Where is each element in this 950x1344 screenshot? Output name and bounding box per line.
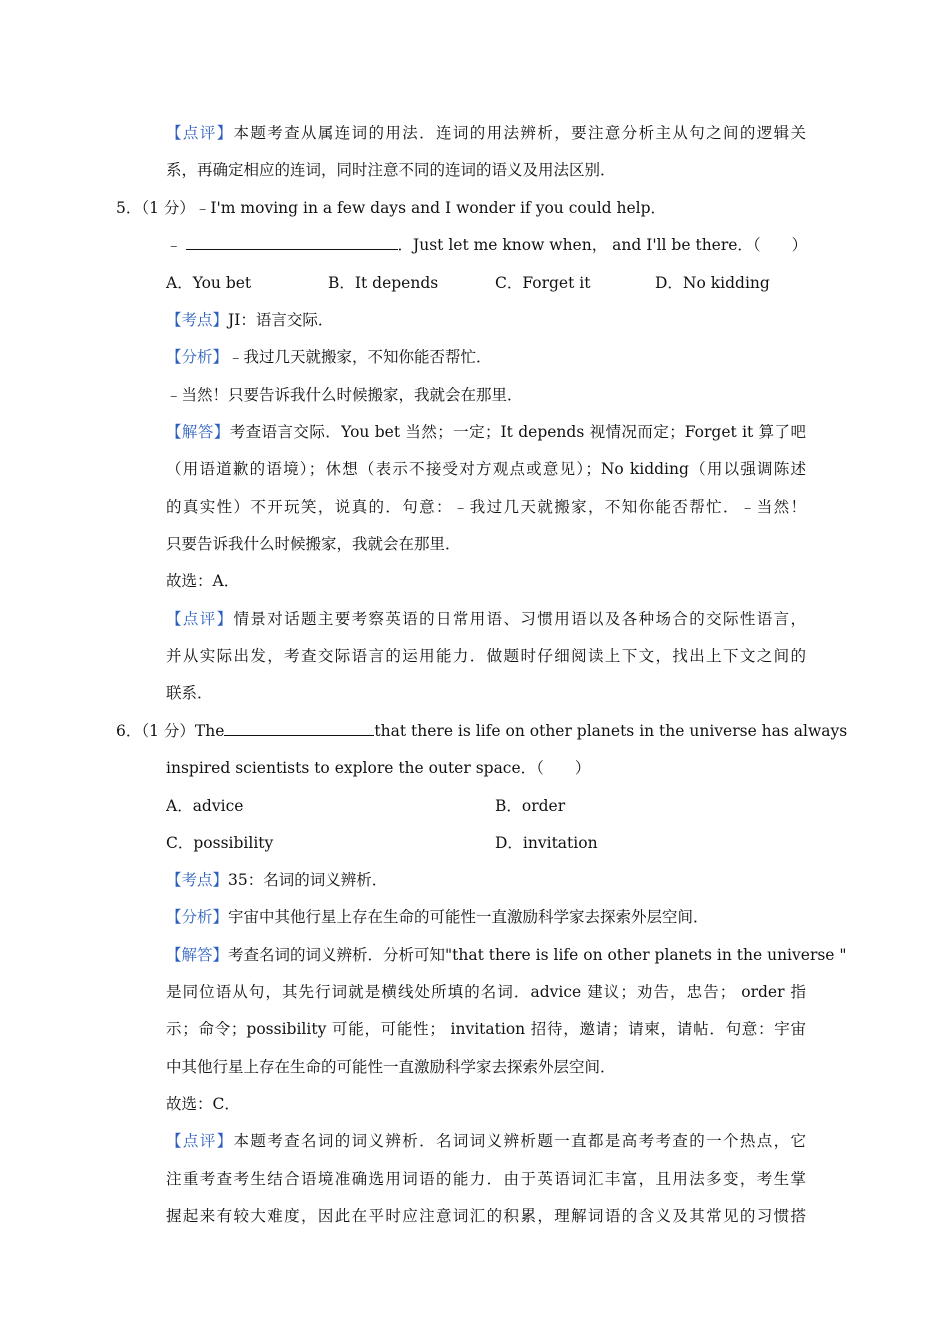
q5-jieda-line-4: 只要告诉我什么时候搬家，我就会在那里． (166, 535, 461, 553)
q6-option-b: B．order (495, 797, 566, 815)
q6-stem-line-1: 6．（1 分）The that there is life on other planets in the universe has always (116, 722, 848, 740)
q5-answer-blank (186, 234, 398, 250)
q6-answer: 故选：C． (166, 1095, 240, 1113)
q6-option-c: C．possibility (166, 834, 274, 852)
q5-dianping-line-2: 并从实际出发，考查交际语言的运用能力．做题时仔细阅读上下文，找出上下文之间的 (166, 647, 806, 665)
q6-jieda-line-3: 示；命令；possibility 可能，可能性； invitation 招待，邀请；请柬，请帖．句意：宇宙 (166, 1020, 806, 1038)
q6-answer-blank (224, 720, 374, 736)
comment-tag: 【点评】 (166, 124, 234, 142)
q5-jieda-line-3: 的真实性）不开玩笑，说真的．句意：﹣我过几天就搬家，不知你能否帮忙．﹣当然！ (166, 498, 806, 516)
q6-option-a: A．advice (166, 797, 244, 815)
q5-fenxi-line-1: 【分析】﹣我过几天就搬家，不知你能否帮忙． (166, 348, 492, 366)
q5-option-d: D．No kidding (655, 274, 770, 292)
q6-dianping-line-1: 【点评】本题考查名词的词义辨析．名词词义辨析题一直都是高考考查的一个热点，它 (166, 1132, 806, 1150)
q5-jieda-line-1: 【解答】考查语言交际．You bet 当然；一定；It depends 视情况而定；Forget it 算了吧 (166, 423, 806, 441)
q5-option-a: A．You bet (166, 274, 252, 292)
q6-dianping-line-2: 注重考查考生结合语境准确选用词语的能力．由于英语词汇丰富，且用法多变，考生掌 (166, 1170, 806, 1188)
q6-jieda-line-2: 是同位语从句，其先行词就是横线处所填的名词．advice 建议；劝告，忠告； order 指 (166, 983, 806, 1001)
q6-fenxi: 【分析】宇宙中其他行星上存在生命的可能性一直激励科学家去探索外层空间． (166, 908, 709, 926)
q6-kaodian: 【考点】35：名词的词义辨析． (166, 871, 388, 889)
q5-answer: 故选：A． (166, 572, 240, 590)
q5-dianping-line-1: 【点评】情景对话题主要考察英语的日常用语、习惯用语以及各种场合的交际性语言， (166, 610, 806, 628)
q6-score: （1 分） (141, 722, 195, 740)
q6-jieda-line-1: 【解答】考查名词的词义辨析．分析可知"that there is life on other planets in the universe " (166, 946, 847, 964)
q6-option-d: D．invitation (495, 834, 598, 852)
q5-stem-line-1: 5．（1 分）﹣I'm moving in a few days and I wonder if you could help． (116, 199, 667, 217)
q5-score: （1 分） (141, 199, 195, 217)
q6-dianping-line-3: 握起来有较大难度，因此在平时应注意词汇的积累，理解词语的含义及其常见的习惯搭 (166, 1207, 806, 1225)
q5-option-b: B．It depends (328, 274, 439, 292)
q5-option-c: C．Forget it (495, 274, 591, 292)
q5-kaodian: 【考点】JI：语言交际． (166, 311, 334, 329)
q5-stem-line-2: ﹣ ．Just let me know when， and I'll be there．（ ） (166, 236, 808, 254)
q5-jieda-line-2: （用语道歉的语境）；休想（表示不接受对方观点或意见）；No kidding（用以强调陈述 (166, 460, 806, 478)
prev-comment-line-1: 【点评】本题考查从属连词的用法．连词的用法辨析，要注意分析主从句之间的逻辑关 (166, 124, 806, 142)
q5-fenxi-line-2: ﹣当然！只要告诉我什么时候搬家，我就会在那里． (166, 386, 523, 404)
q5-dianping-line-3: 联系． (166, 684, 213, 702)
q6-number: 6． (116, 722, 142, 740)
prev-comment-line-2: 系，再确定相应的连词，同时注意不同的连词的语义及用法区别． (166, 161, 616, 179)
q6-jieda-line-4: 中其他行星上存在生命的可能性一直激励科学家去探索外层空间． (166, 1058, 616, 1076)
q6-stem-line-2: inspired scientists to explore the outer space．（ ） (166, 759, 591, 777)
q5-number: 5． (116, 199, 142, 217)
